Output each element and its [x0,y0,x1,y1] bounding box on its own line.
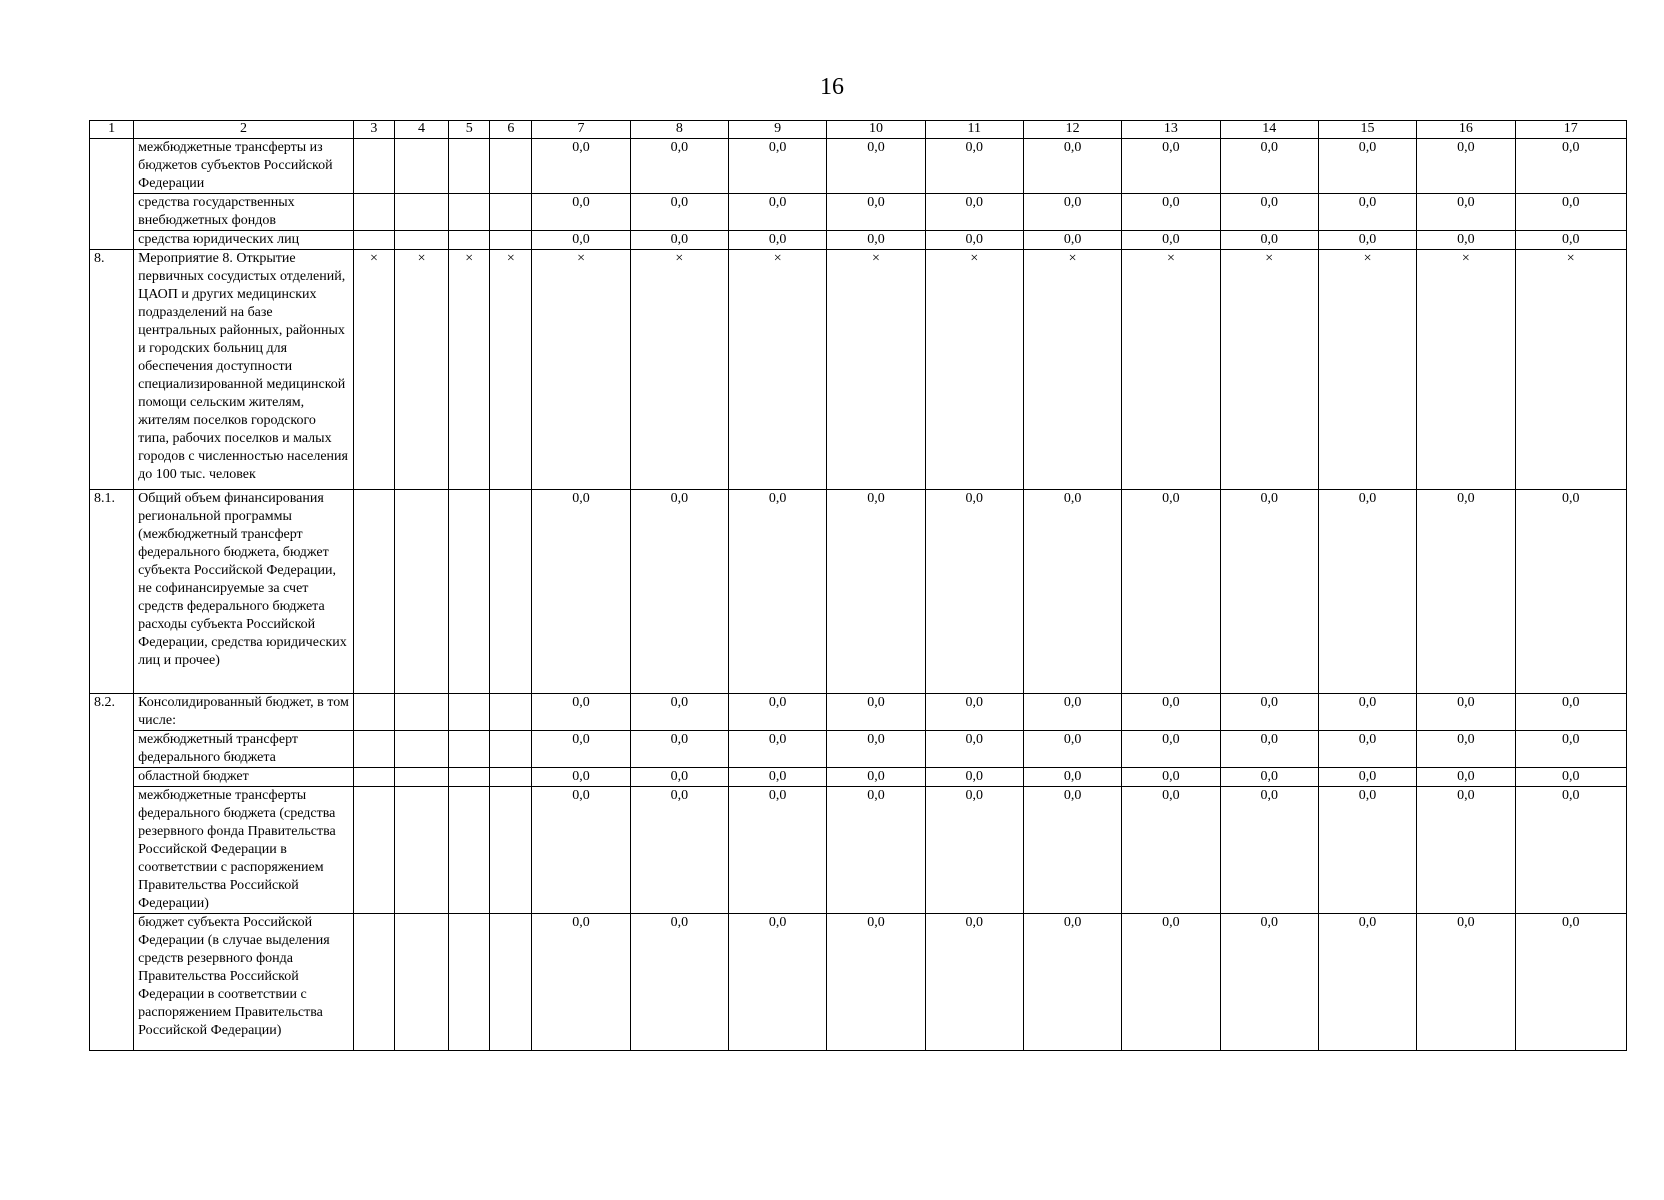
row-c5-cell [449,194,490,231]
table-row [90,731,1627,768]
column-header: 7 [532,121,630,139]
row-name-cell: Консолидированный бюджет, в том числе: [134,694,354,731]
column-header: 6 [490,121,532,139]
value-cell: 0,0 [925,787,1023,914]
column-header: 17 [1515,121,1626,139]
table-row [90,694,1627,731]
row-name-cell: межбюджетный трансферт федерального бюджета [134,731,354,768]
row-name-cell: Мероприятие 8. Открытие первичных сосудистых отделений, ЦАОП и других медицинских подразделений на базе центральных районных, районных и городских больниц для обеспечения доступности специализированной медицинской помощи сельским жителям, жителям поселков городского типа, рабочих поселков и малых городов с численностью населения до 100 тыс. человек [134,250,354,490]
value-cell: 0,0 [827,914,925,1051]
table-row [90,250,1627,490]
value-cell: 0,0 [532,787,630,914]
value-cell: 0,0 [1122,694,1220,731]
value-cell: 0,0 [827,194,925,231]
column-header: 15 [1318,121,1416,139]
row-c5-cell [449,694,490,731]
row-c6-cell [490,139,532,194]
value-cell: 0,0 [729,231,827,250]
value-cell: 0,0 [1515,787,1626,914]
value-cell: 0,0 [532,914,630,1051]
value-cell: 0,0 [925,914,1023,1051]
value-cell: 0,0 [630,694,728,731]
row-c6-cell [490,731,532,768]
value-cell: × [1417,250,1515,490]
value-cell: 0,0 [729,768,827,787]
value-cell: 0,0 [1023,194,1121,231]
value-cell: 0,0 [1318,139,1416,194]
column-header: 16 [1417,121,1515,139]
column-header: 10 [827,121,925,139]
value-cell: 0,0 [1417,194,1515,231]
value-cell: 0,0 [1122,768,1220,787]
row-c5-cell [449,731,490,768]
value-cell: 0,0 [1515,694,1626,731]
value-cell: 0,0 [532,768,630,787]
row-c5-cell [449,139,490,194]
value-cell: 0,0 [827,231,925,250]
value-cell: 0,0 [1023,787,1121,914]
value-cell: 0,0 [1515,490,1626,694]
value-cell: 0,0 [827,731,925,768]
value-cell: 0,0 [1515,139,1626,194]
value-cell: 0,0 [827,139,925,194]
value-cell: × [925,250,1023,490]
row-c4-cell [394,231,448,250]
row-name-cell: межбюджетные трансферты федерального бюджета (средства резервного фонда Правительства Российской Федерации в соответствии с распоряжением Правительства Российской Федерации) [134,787,354,914]
value-cell: 0,0 [532,194,630,231]
value-cell: 0,0 [925,490,1023,694]
row-c5-cell: × [449,250,490,490]
value-cell: 0,0 [925,139,1023,194]
value-cell: 0,0 [630,914,728,1051]
row-c4-cell [394,731,448,768]
row-c3-cell: × [353,250,394,490]
value-cell: 0,0 [925,731,1023,768]
value-cell: 0,0 [1122,231,1220,250]
row-c4-cell [394,139,448,194]
row-c6-cell [490,490,532,694]
value-cell: 0,0 [1417,914,1515,1051]
value-cell: 0,0 [630,787,728,914]
column-header: 13 [1122,121,1220,139]
value-cell: 0,0 [1417,231,1515,250]
value-cell: 0,0 [1417,731,1515,768]
value-cell: 0,0 [1318,194,1416,231]
table-row [90,490,1627,694]
value-cell: 0,0 [532,231,630,250]
value-cell: 0,0 [827,490,925,694]
value-cell: 0,0 [1318,490,1416,694]
value-cell: 0,0 [532,731,630,768]
value-cell: × [827,250,925,490]
value-cell: 0,0 [729,787,827,914]
financing-table [89,120,1627,1051]
row-name-cell: Общий объем финансирования региональной программы (межбюджетный трансферт федерального бюджета, бюджет субъекта Российской Федерации, не софинансируемые за счет средств федерального бюджета расходы субъекта Российской Федерации, средства юридических лиц и прочее) [134,490,354,694]
row-name-cell: бюджет субъекта Российской Федерации (в случае выделения средств резервного фонда Правительства Российской Федерации в соответствии с распоряжением Правительства Российской Федерации) [134,914,354,1051]
value-cell: 0,0 [532,694,630,731]
column-header: 4 [394,121,448,139]
row-c6-cell: × [490,250,532,490]
row-c6-cell [490,787,532,914]
row-c5-cell [449,231,490,250]
value-cell: 0,0 [827,768,925,787]
value-cell: 0,0 [1023,914,1121,1051]
row-c6-cell [490,231,532,250]
row-c3-cell [353,694,394,731]
row-c3-cell [353,194,394,231]
value-cell: 0,0 [1417,490,1515,694]
row-c5-cell [449,490,490,694]
value-cell: 0,0 [729,490,827,694]
value-cell: × [729,250,827,490]
value-cell: 0,0 [1220,139,1318,194]
table-row [90,914,1627,1051]
value-cell: 0,0 [1318,914,1416,1051]
column-header: 12 [1023,121,1121,139]
value-cell: 0,0 [1220,490,1318,694]
value-cell: 0,0 [1122,787,1220,914]
value-cell: × [1515,250,1626,490]
value-cell: 0,0 [1122,194,1220,231]
column-header: 5 [449,121,490,139]
value-cell: 0,0 [925,194,1023,231]
row-c3-cell [353,231,394,250]
value-cell: 0,0 [630,768,728,787]
value-cell: 0,0 [1220,694,1318,731]
value-cell: 0,0 [532,139,630,194]
value-cell: 0,0 [630,490,728,694]
value-cell: 0,0 [1515,914,1626,1051]
value-cell: 0,0 [1122,914,1220,1051]
row-c3-cell [353,139,394,194]
column-header: 8 [630,121,728,139]
value-cell: × [1220,250,1318,490]
value-cell: 0,0 [1318,787,1416,914]
row-name-cell: межбюджетные трансферты из бюджетов субъектов Российской Федерации [134,139,354,194]
value-cell: 0,0 [729,914,827,1051]
row-c5-cell [449,768,490,787]
row-c4-cell [394,914,448,1051]
row-c3-cell [353,490,394,694]
value-cell: 0,0 [1023,231,1121,250]
value-cell: 0,0 [630,139,728,194]
value-cell: 0,0 [827,787,925,914]
row-c6-cell [490,694,532,731]
row-c3-cell [353,731,394,768]
value-cell: 0,0 [925,768,1023,787]
value-cell: 0,0 [827,694,925,731]
value-cell: 0,0 [630,231,728,250]
row-c4-cell: × [394,250,448,490]
row-name-cell: областной бюджет [134,768,354,787]
value-cell: 0,0 [1220,768,1318,787]
column-header: 14 [1220,121,1318,139]
row-c6-cell [490,914,532,1051]
value-cell: 0,0 [1515,194,1626,231]
value-cell: 0,0 [1122,490,1220,694]
value-cell: × [1318,250,1416,490]
table-row [90,139,1627,194]
table-body [90,139,1627,1051]
column-header: 1 [90,121,134,139]
value-cell: 0,0 [729,194,827,231]
value-cell: 0,0 [729,731,827,768]
value-cell: 0,0 [1220,731,1318,768]
value-cell: 0,0 [1023,139,1121,194]
row-c3-cell [353,787,394,914]
row-index-cell: 8.2. [90,694,134,1051]
column-header: 2 [134,121,354,139]
row-c5-cell [449,787,490,914]
value-cell: 0,0 [729,694,827,731]
value-cell: 0,0 [1318,694,1416,731]
value-cell: 0,0 [925,231,1023,250]
row-c4-cell [394,194,448,231]
value-cell: 0,0 [1220,914,1318,1051]
page-number: 16 [820,74,844,100]
value-cell: 0,0 [1515,231,1626,250]
row-c3-cell [353,768,394,787]
value-cell: 0,0 [1417,787,1515,914]
row-c4-cell [394,768,448,787]
value-cell: × [1023,250,1121,490]
row-c4-cell [394,787,448,914]
value-cell: 0,0 [1122,731,1220,768]
table-row [90,194,1627,231]
table-row [90,768,1627,787]
row-c4-cell [394,490,448,694]
row-c4-cell [394,694,448,731]
table-row [90,787,1627,914]
value-cell: 0,0 [532,490,630,694]
row-index-cell [90,139,134,250]
value-cell: 0,0 [1515,731,1626,768]
value-cell: × [630,250,728,490]
value-cell: × [532,250,630,490]
row-c6-cell [490,194,532,231]
value-cell: 0,0 [1023,731,1121,768]
value-cell: 0,0 [630,731,728,768]
value-cell: 0,0 [925,694,1023,731]
row-name-cell: средства государственных внебюджетных фондов [134,194,354,231]
value-cell: × [1122,250,1220,490]
value-cell: 0,0 [1220,787,1318,914]
value-cell: 0,0 [1023,768,1121,787]
value-cell: 0,0 [1318,731,1416,768]
value-cell: 0,0 [1023,694,1121,731]
table-row [90,231,1627,250]
row-index-cell: 8.1. [90,490,134,694]
value-cell: 0,0 [1220,231,1318,250]
row-c5-cell [449,914,490,1051]
value-cell: 0,0 [1417,139,1515,194]
value-cell: 0,0 [1417,768,1515,787]
header-row [90,121,1627,139]
value-cell: 0,0 [1417,694,1515,731]
column-header: 3 [353,121,394,139]
value-cell: 0,0 [729,139,827,194]
value-cell: 0,0 [1515,768,1626,787]
column-header: 11 [925,121,1023,139]
row-index-cell: 8. [90,250,134,490]
row-name-cell: средства юридических лиц [134,231,354,250]
row-c3-cell [353,914,394,1051]
value-cell: 0,0 [630,194,728,231]
value-cell: 0,0 [1318,231,1416,250]
value-cell: 0,0 [1220,194,1318,231]
value-cell: 0,0 [1122,139,1220,194]
value-cell: 0,0 [1023,490,1121,694]
value-cell: 0,0 [1318,768,1416,787]
column-header: 9 [729,121,827,139]
row-c6-cell [490,768,532,787]
